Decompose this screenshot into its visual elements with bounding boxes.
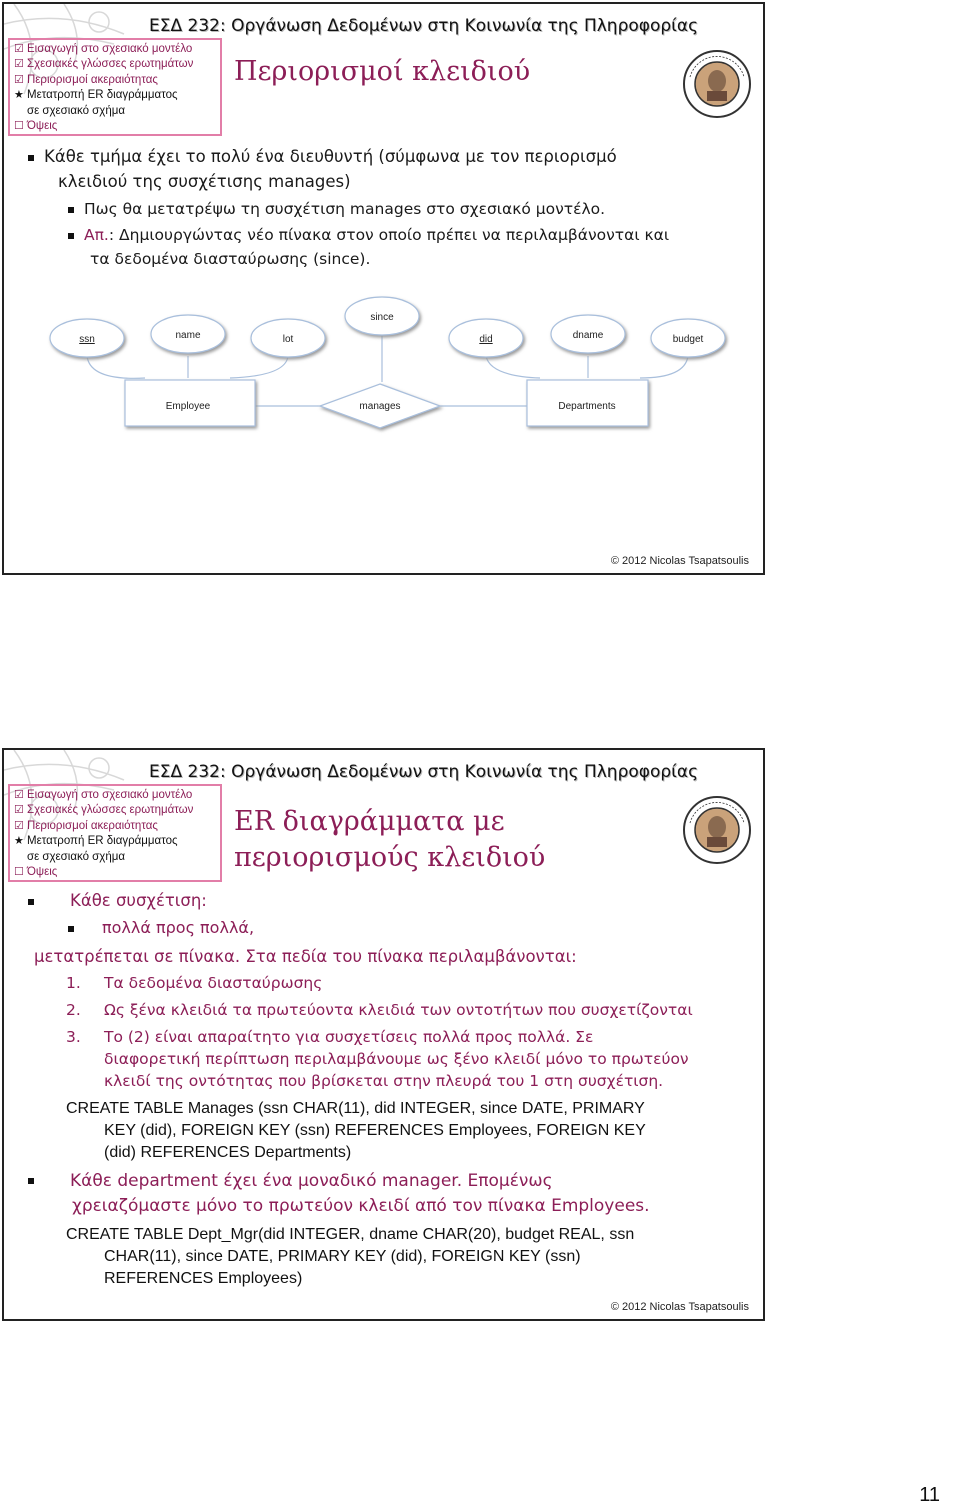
numbered-item-3-cont2: κλειδί της οντότητας που βρίσκεται στην πλευρά του 1 στη συσχέτιση. [104, 1072, 664, 1090]
square-bullet-icon [28, 1178, 34, 1184]
numbered-item-2: 2. Ως ξένα κλειδιά τα πρωτεύοντα κλειδιά των οντοτήτων που συσχετίζονται [66, 1001, 693, 1019]
sub-bullet-2: Απ.: Δημιουργώντας νέο πίνακα στον οποίο πρέπει να περιλαμβάνονται και [68, 223, 669, 248]
checkbox-checked-icon: ☑ [14, 804, 24, 817]
bullet-1-cont: κλειδιού της συσχέτισης manages) [58, 172, 351, 191]
course-outline-nav [8, 38, 222, 136]
bullet-1: Κάθε τμήμα έχει το πολύ ένα διευθυντή (σύμφωνα με τον περιορισμό [28, 144, 617, 169]
bullet-department-cont: χρειαζόμαστε μόνο το πρωτεύον κλειδί από τον πίνακα Employees. [72, 1196, 650, 1216]
slide-title: Περιορισμοί κλειδιού [234, 56, 531, 87]
checkbox-empty-icon: ☐ [14, 120, 24, 133]
square-bullet-icon [68, 207, 74, 213]
numbered-item-3: 3. Το (2) είναι απαραίτητο για συσχετίσεις πολλά προς πολλά. Σε [66, 1028, 594, 1046]
slide-1 [2, 2, 765, 575]
attr-budget-label: budget [672, 334, 704, 345]
nav-item-integrity[interactable]: ☑ Περιορισμοί ακεραιότητας [14, 73, 220, 88]
page-number: 11 [919, 1484, 940, 1506]
university-seal-logo [682, 49, 752, 119]
er-diagram [40, 286, 730, 436]
attr-did-label: did [479, 334, 493, 345]
nav-item-query-languages[interactable]: ☑ Σχεσιακές γλώσσες ερωτημάτων [14, 803, 220, 818]
nav-item-views[interactable]: ☐ Όψεις [14, 865, 220, 880]
attr-ssn-label: ssn [79, 334, 95, 345]
square-bullet-icon [28, 155, 34, 161]
square-bullet-icon [28, 899, 34, 905]
university-seal-logo [682, 795, 752, 865]
sql-create-dept-mgr-cont: CHAR(11), since DATE, PRIMARY KEY (did), FOREIGN KEY (ssn) [104, 1248, 581, 1265]
table-fields-intro: μετατρέπεται σε πίνακα. Στα πεδία του πίνακα περιλαμβάνονται: [34, 947, 577, 966]
bullet-department: Κάθε department έχει ένα μοναδικό manager. Επομένως [28, 1169, 553, 1194]
slide-title: ER διαγράμματα με περιορισμούς κλειδιού [234, 806, 546, 873]
star-icon: ★ [14, 89, 24, 102]
star-icon: ★ [14, 835, 24, 848]
sql-create-dept-mgr-cont2: REFERENCES Employees) [104, 1270, 303, 1287]
slide-2 [2, 748, 765, 1321]
nav-item-intro[interactable]: ☑ Εισαγωγή στο σχεσιακό μοντέλο [14, 788, 220, 803]
nav-item-er-conversion[interactable]: ★ Μετατροπή ER διαγράμματος σε σχεσιακό σχήμα [14, 835, 178, 863]
sql-create-dept-mgr: CREATE TABLE Dept_Mgr(did INTEGER, dname CHAR(20), budget REAL, ssn [66, 1226, 635, 1243]
bullet-relationship: Κάθε συσχέτιση: [28, 888, 207, 913]
checkbox-checked-icon: ☑ [14, 789, 24, 801]
numbered-item-1: 1. Τα δεδομένα διασταύρωσης [66, 974, 323, 992]
attr-lot-label: lot [282, 334, 294, 345]
course-title: ΕΣΔ 232: Οργάνωση Δεδομένων στη Κοινωνία της Πληροφορίας [149, 762, 699, 782]
nav-item-er-conversion[interactable]: ★ Μετατροπή ER διαγράμματος σε σχεσιακό σχήμα [14, 89, 178, 117]
checkbox-checked-icon: ☑ [14, 58, 24, 71]
attr-dname-label: dname [572, 330, 604, 341]
sql-create-manages-cont: KEY (did), FOREIGN KEY (ssn) REFERENCES Employees, FOREIGN KEY [104, 1122, 646, 1139]
sub-bullet-2-cont: τα δεδομένα διασταύρωσης (since). [90, 250, 371, 268]
numbered-item-3-cont: διαφορετική περίπτωση περιλαμβάνουμε ως ξένο κλειδί μόνο το πρωτεύον [104, 1050, 689, 1068]
relationship-manages-label: manages [359, 401, 401, 412]
entity-departments-label: Departments [558, 401, 616, 412]
sub-bullet-many-to-many: πολλά προς πολλά, [68, 915, 254, 940]
sql-create-manages-cont2: (did) REFERENCES Departments) [104, 1144, 352, 1161]
sql-create-manages: CREATE TABLE Manages (ssn CHAR(11), did INTEGER, since DATE, PRIMARY [66, 1100, 645, 1117]
course-outline-nav [8, 784, 222, 882]
attr-since-label: since [370, 312, 394, 323]
nav-item-integrity[interactable]: ☑ Περιορισμοί ακεραιότητας [14, 819, 220, 834]
square-bullet-icon [68, 233, 74, 239]
course-title: ΕΣΔ 232: Οργάνωση Δεδομένων στη Κοινωνία της Πληροφορίας [149, 16, 699, 36]
checkbox-checked-icon: ☑ [14, 43, 24, 55]
nav-item-intro[interactable]: ☑ Εισαγωγή στο σχεσιακό μοντέλο [14, 42, 220, 57]
checkbox-empty-icon: ☐ [14, 866, 24, 879]
sub-bullet-1: Πως θα μετατρέψω τη συσχέτιση manages στο σχεσιακό μοντέλο. [68, 197, 605, 222]
nav-item-query-languages[interactable]: ☑ Σχεσιακές γλώσσες ερωτημάτων [14, 57, 220, 72]
checkbox-checked-icon: ☑ [14, 73, 24, 86]
square-bullet-icon [68, 926, 74, 932]
entity-employee-label: Employee [165, 401, 211, 412]
copyright: © 2012 Nicolas Tsapatsoulis [610, 1301, 749, 1313]
checkbox-checked-icon: ☑ [14, 819, 24, 832]
nav-item-views[interactable]: ☐ Όψεις [14, 119, 220, 134]
copyright: © 2012 Nicolas Tsapatsoulis [610, 555, 749, 567]
attr-name-label: name [175, 330, 201, 341]
